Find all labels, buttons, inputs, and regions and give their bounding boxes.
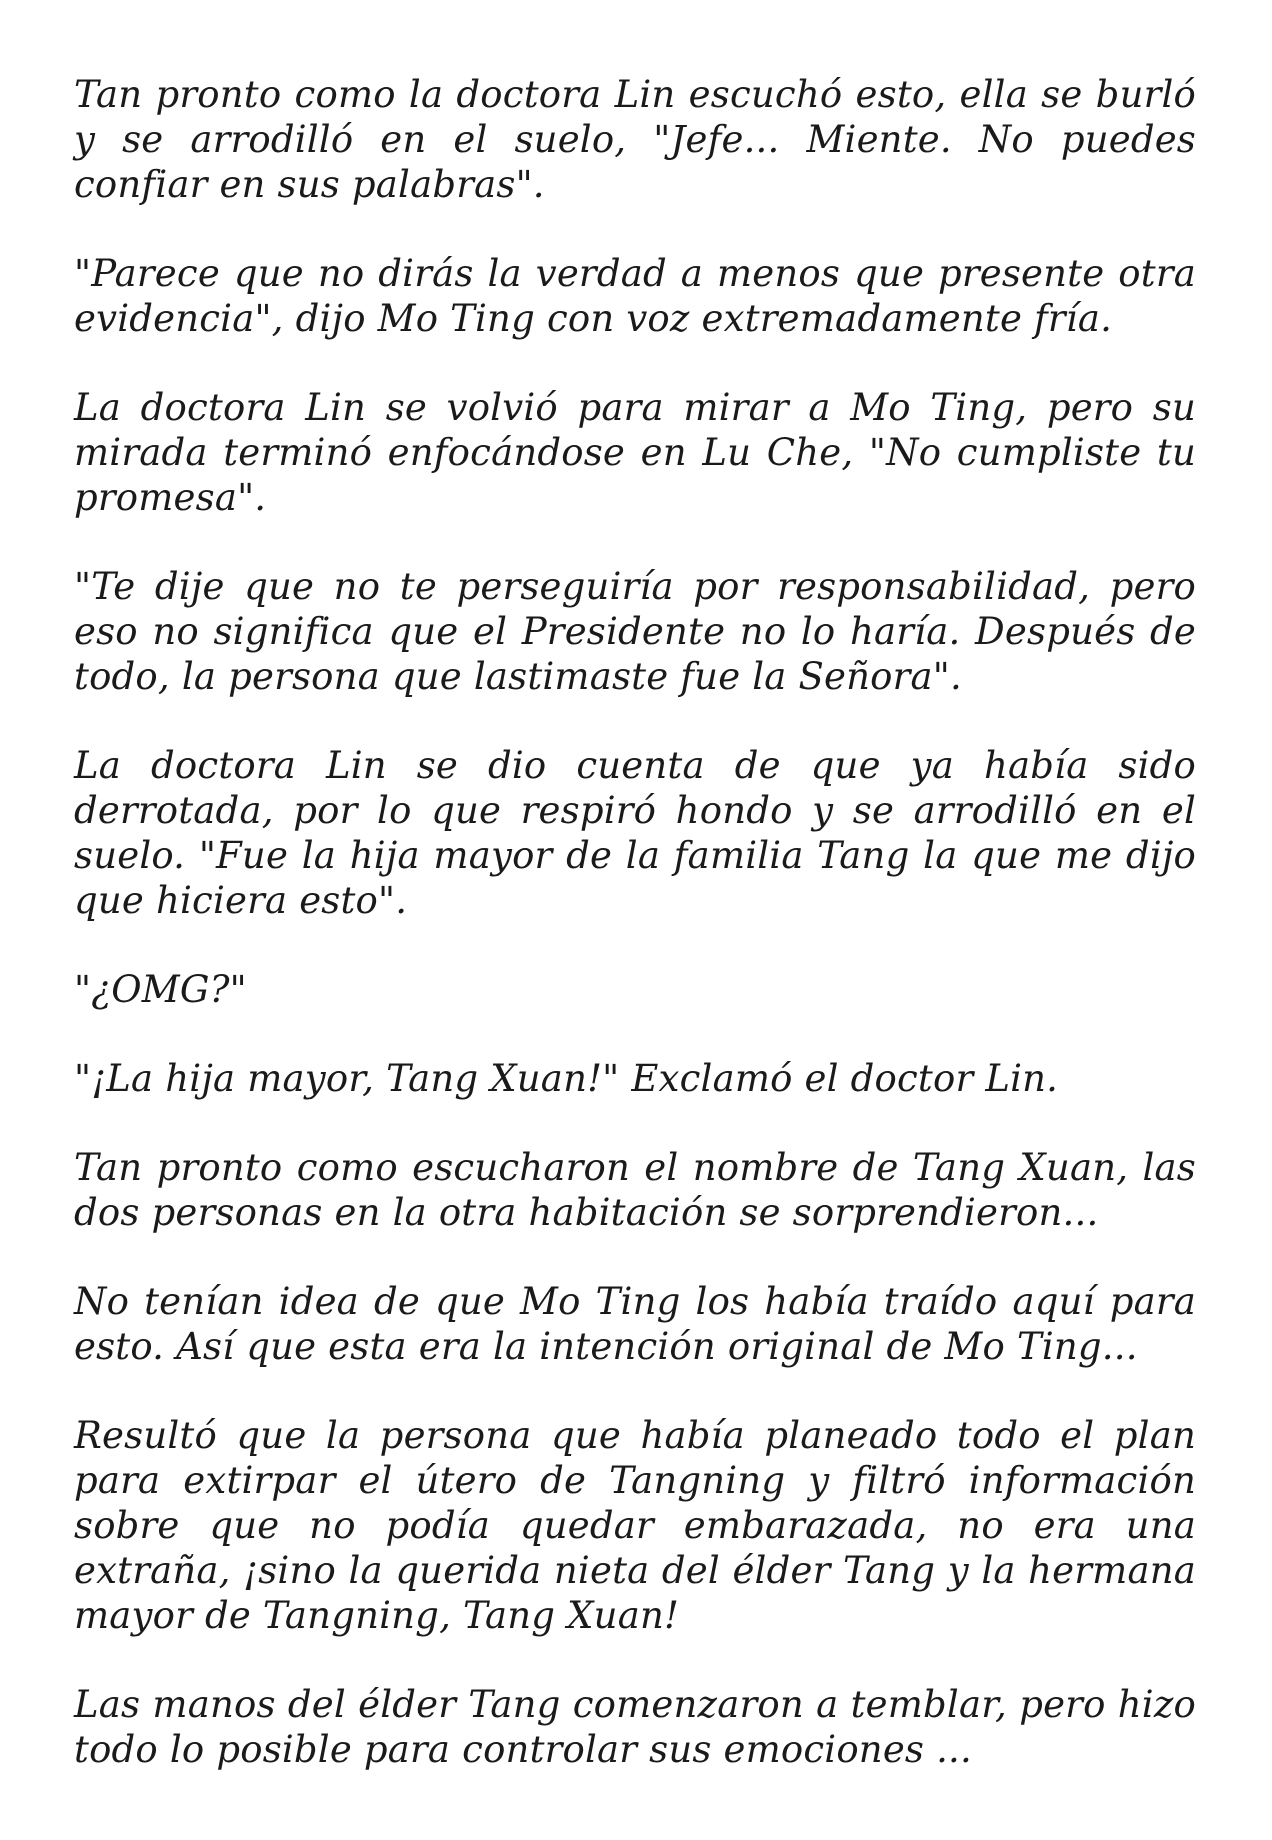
paragraph-3: La doctora Lin se volvió para mirar a Mo Ting, pero su mirada terminó enfocándose en Lu Che, "No cumpliste tu promesa".: [74, 386, 1196, 519]
paragraph-5: La doctora Lin se dio cuenta de que ya había sido derrotada, por lo que respiró hondo y se arrodilló en el suelo. "Fue la hija mayor de la familia Tang la que me dijo que hiciera esto".: [74, 744, 1196, 922]
paragraph-6: "¿OMG?": [74, 968, 247, 1011]
paragraph-11: Las manos del élder Tang comenzaron a temblar, pero hizo todo lo posible para controlar sus emociones ...: [74, 1683, 1196, 1771]
paragraph-8: Tan pronto como escucharon el nombre de Tang Xuan, las dos personas en la otra habitación se sorprendieron...: [74, 1146, 1196, 1234]
paragraph-4: "Te dije que no te perseguiría por responsabilidad, pero eso no significa que el Presidente no lo haría. Después de todo, la persona que lastimaste fue la Señora".: [74, 565, 1196, 698]
paragraph-2: "Parece que no dirás la verdad a menos que presente otra evidencia", dijo Mo Ting con voz extremadamente fría.: [74, 252, 1196, 340]
document-page: [74, 72, 1196, 1772]
paragraph-9: No tenían idea de que Mo Ting los había traído aquí para esto. Así que esta era la intención original de Mo Ting...: [74, 1280, 1196, 1368]
paragraph-7: "¡La hija mayor, Tang Xuan!" Exclamó el doctor Lin.: [74, 1057, 1059, 1100]
paragraph-10: Resultó que la persona que había planeado todo el plan para extirpar el útero de Tangning y filtró información sobre que no podía quedar embarazada, no era una extraña, ¡sino la querida nieta del élder Tang y la hermana mayor de Tangning, Tang Xuan!: [74, 1414, 1196, 1637]
paragraph-1: Tan pronto como la doctora Lin escuchó esto, ella se burló y se arrodilló en el suelo, "Jefe... Miente. No puedes confiar en sus palabras".: [74, 73, 1196, 206]
